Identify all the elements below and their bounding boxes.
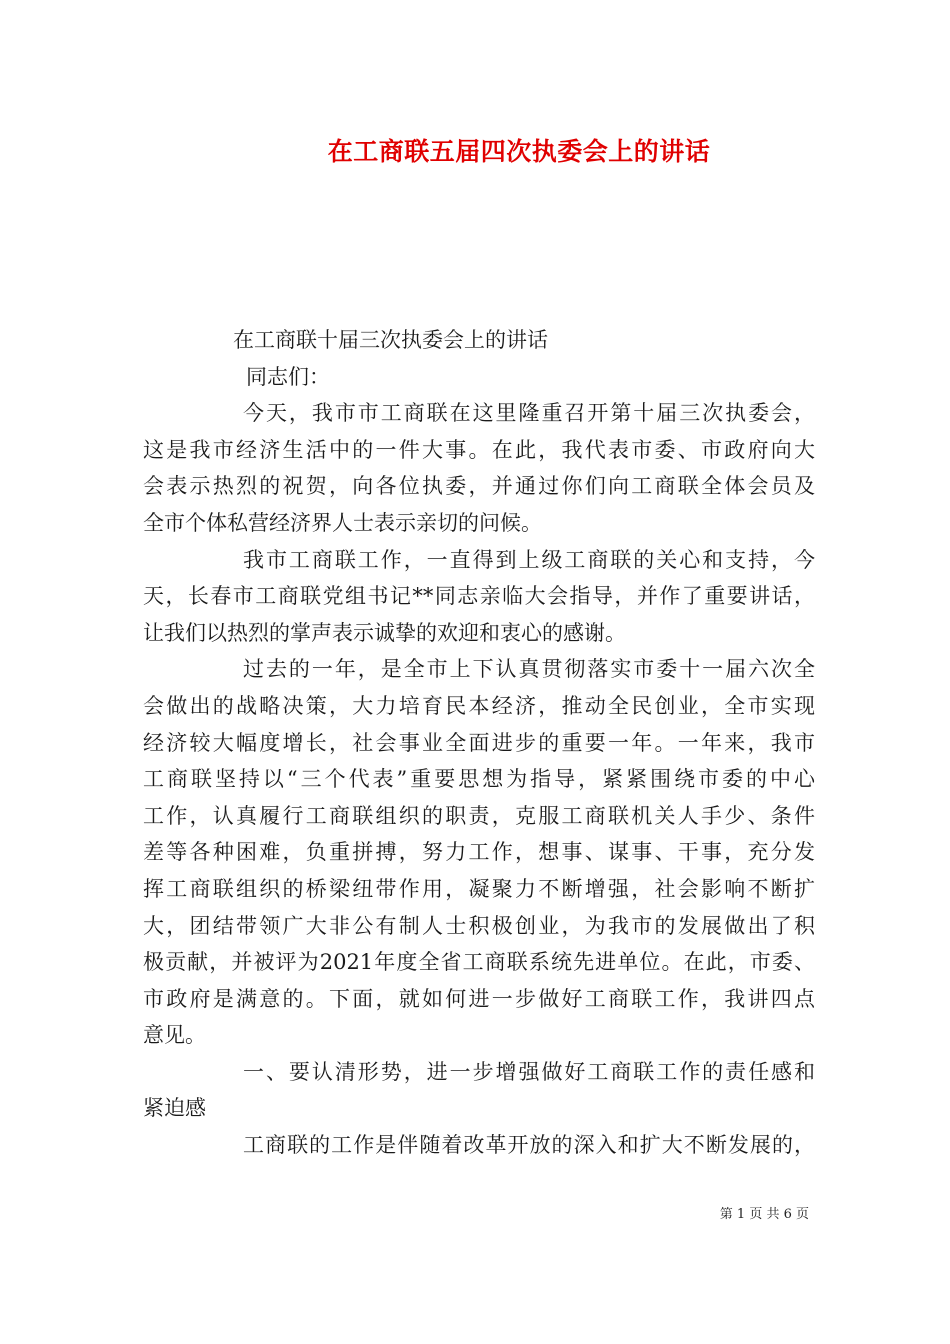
paragraph-line: 挥工商联组织的桥梁纽带作用，凝聚力不断增强，社会影响不断扩	[143, 876, 815, 901]
paragraph-line: 让我们以热烈的掌声表示诚挚的欢迎和衷心的感谢。	[143, 620, 626, 645]
paragraph-line: 经济较大幅度增长，社会事业全面进步的重要一年。一年来，我市	[143, 730, 815, 755]
paragraph-line: 市政府是满意的。下面，就如何进一步做好工商联工作，我讲四点	[143, 986, 815, 1011]
paragraph-line: 极贡献，并被评为2021年度全省工商联系统先进单位。在此，市委、	[143, 950, 815, 975]
paragraph-line: 会做出的战略决策，大力培育民本经济，推动全民创业，全市实现	[143, 693, 815, 718]
section-heading-line: 一、要认清形势，进一步增强做好工商联工作的责任感和	[243, 1059, 815, 1084]
paragraph-line: 意见。	[143, 1023, 206, 1048]
paragraph-line: 我市工商联工作，一直得到上级工商联的关心和支持，今	[243, 547, 815, 572]
speech-subtitle: 在工商联十届三次执委会上的讲话	[233, 328, 548, 352]
paragraph-line: 过去的一年，是全市上下认真贯彻落实市委十一届六次全	[243, 657, 815, 682]
greeting: 同志们：	[246, 364, 330, 389]
document-body	[143, 322, 815, 1164]
page-number: 第 1 页 共 6 页	[719, 1207, 809, 1222]
section-heading-line: 紧迫感	[143, 1096, 206, 1121]
paragraph-line: 工作，认真履行工商联组织的职责，克服工商联机关人手少、条件	[143, 803, 815, 828]
paragraph-line: 天，长春市工商联党组书记**同志亲临大会指导，并作了重要讲话，	[143, 584, 815, 609]
paragraph-line: 工商联的工作是伴随着改革开放的深入和扩大不断发展的，	[243, 1133, 815, 1158]
paragraph-line: 今天，我市市工商联在这里隆重召开第十届三次执委会，	[243, 401, 815, 426]
paragraph-line: 工商联坚持以“三个代表”重要思想为指导，紧紧围绕市委的中心	[143, 767, 815, 792]
page-title: 在工商联五届四次执委会上的讲话	[327, 137, 711, 166]
paragraph-line: 大，团结带领广大非公有制人士积极创业，为我市的发展做出了积	[143, 913, 815, 938]
paragraph-line: 差等各种困难，负重拼搏，努力工作，想事、谋事、干事，充分发	[143, 840, 815, 865]
paragraph-line: 全市个体私营经济界人士表示亲切的问候。	[143, 510, 542, 535]
paragraph-line: 这是我市经济生活中的一件大事。在此，我代表市委、市政府向大	[143, 437, 815, 462]
paragraph-line: 会表示热烈的祝贺，向各位执委，并通过你们向工商联全体会员及	[143, 474, 815, 499]
